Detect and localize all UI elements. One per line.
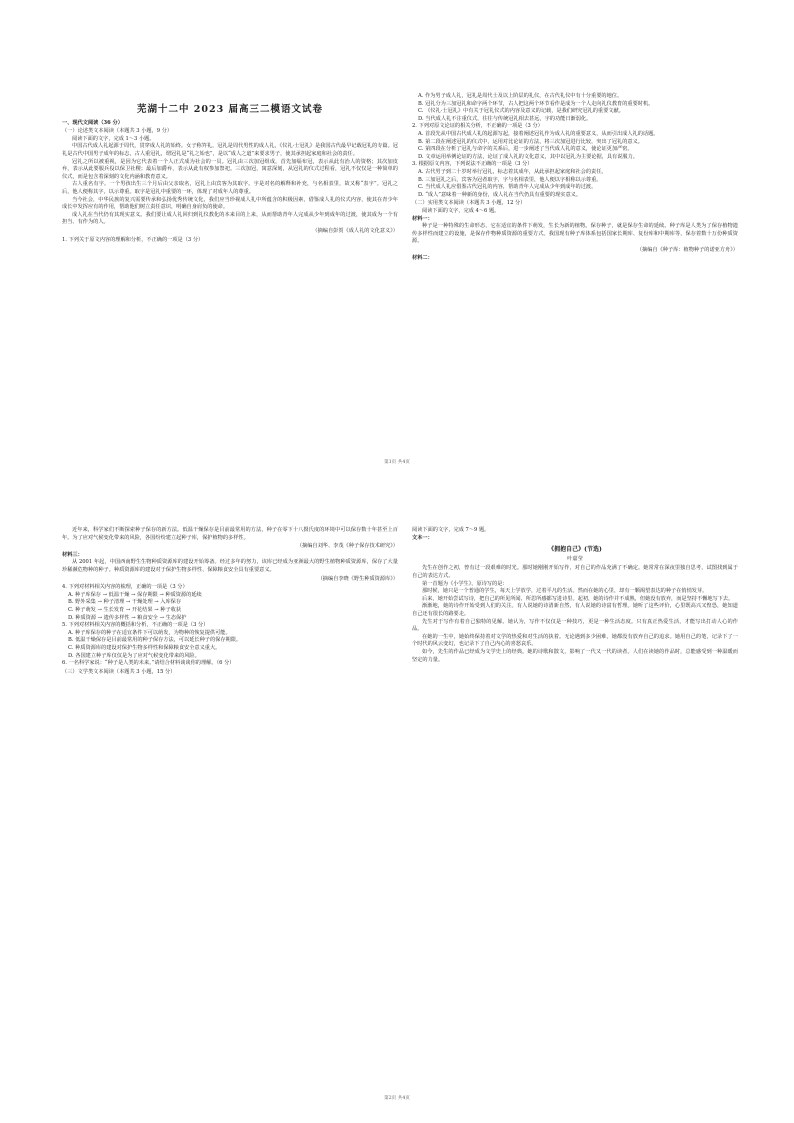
instruction: 阅读下面的文字，完成 7～9 题。 (412, 527, 490, 533)
section-heading: 一、现代文阅读（36 分） (62, 119, 123, 126)
option: C. 《仪礼·士冠礼》中有关于冠礼仪式的内容及意义的记载，是我们研究冠礼的重要文献。 (418, 108, 624, 115)
option: C. 当代成人礼应借鉴古代冠礼的内容，帮助青年人完成从少年到成年的过渡。 (418, 184, 597, 191)
story-paragraph: 第一首题为《小学生》，原诗写的是： (422, 580, 508, 587)
question-1: 1. 下列关于原文内容的理解和分析，不正确的一项是（3 分） (62, 236, 204, 243)
option: A. 种子库保存 → 低温干燥 → 保存期限 → 种质资源的延续 (68, 591, 202, 598)
page-footer: 第2页 共4页 (384, 1096, 410, 1101)
subsection-heading: （二）实用类文本阅读（本题共 3 小题，12 分） (412, 200, 526, 207)
option: A. 古代男子到二十岁时举行冠礼，标志着其成年，从此承担起家庭和社会的责任。 (418, 168, 607, 175)
text-label: 文本一： (412, 534, 433, 541)
subsection-heading: （三）文学类文本阅读（本题共 3 小题，15 分） (62, 668, 176, 675)
source-note: （摘编自《种子库：植物种子的诺亚方舟》） (636, 246, 738, 253)
exam-page-1 (30, 90, 764, 468)
story-paragraph: 先生对于写作有着自己独特的见解。她认为，写作不仅仅是一种技巧，更是一种生活态度。只有真正热爱生活，才能写出打动人心的作品。 (412, 618, 738, 633)
option: D. 各国建立种子库仅仅是为了应对气候变化带来的风险。 (68, 652, 200, 659)
option: A. 种子库保存的种子在适宜条件下可以萌发，为物种的恢复提供可能。 (68, 629, 231, 636)
source-note: （摘编自李晓《野生种质资源库》） (317, 575, 398, 582)
subsection-heading: （一）论述类文本阅读（本题共 3 小题，9 分） (62, 128, 173, 135)
left-column (62, 524, 398, 676)
material-label: 材料二： (412, 255, 433, 262)
option: A. 首段先从中国古代成人礼的起源写起，接着阐述冠礼作为成人礼的重要意义，从而引出成人礼的话题。 (418, 130, 659, 137)
option: D. “成人”意味着一种新的身份，成人礼在当代仍具有重要的现实意义。 (418, 191, 582, 198)
option: B. 低温干燥保存是目前最常用的种子保存方法，可以延长种子的保存期限。 (68, 637, 242, 644)
material-label: 材料三： (62, 551, 83, 558)
right-column (412, 90, 738, 263)
story-paragraph: 如今，先生的作品已经成为文学史上的经典。她的诗歌和散文，影响了一代又一代的读者。人们在读她的作品时，总能感受到一种温暖而坚定的力量。 (412, 648, 738, 663)
passage-paragraph: 种子是一种特殊的生命形态，它在适宜的条件下萌发，生长为新的植物。保存种子，就是保存生命的延续。种子库是人类为了保存植物遗传多样性而建立的设施，是保存作物种质资源的重要方式。我国现有种子库体系包括国家长期库、复份库和中期库等，保存着数十万份种质资源。 (412, 223, 738, 245)
option: B. 三加冠礼之后，宾客为冠者取字，字与名相表里，他人便以字相称以示尊重。 (418, 176, 602, 183)
passage-paragraph: 古人重名有字。一个男孩出生三个月后由父亲取名，冠礼上由宾客为其取字。字是对名的解释和补充，与名相表里，故又称“表字”。冠礼之后，他人便称其字，以示尊重。取字是冠礼中重要的一环，体现了对成年人的尊重。 (62, 181, 398, 195)
exam-page-2 (30, 524, 764, 1104)
question-5: 5. 下列对材料相关内容的概括和分析，不正确的一项是（3 分） (62, 622, 209, 629)
passage-paragraph: 冠礼之所以被重视，是因为它代表着一个人正式成为社会的一员。冠礼由三次加冠组成，首先加缁布冠，表示从此有治人的资格；其次加皮弁，表示从此要服兵役以保卫社稷；最后加爵弁，表示从此有权参加祭祀。三次加冠，寓意深刻，从冠礼的仪式过程看，冠礼不仅仅是一种简单的仪式，而是包含着深刻的文化内涵和教育意义。 (62, 158, 398, 180)
story-title: 《拥抱自己》(节选) (548, 546, 602, 554)
option: B. 冠礼分为三加冠礼和命字两个环节，古人把这两个环节看作是成为一个人走向礼仪教育的重要时机。 (418, 100, 654, 107)
option: B. 第二段在阐述冠礼的仪式中，运用对比论证的方法，将三次加冠进行比较，突出了冠礼的意义。 (418, 138, 643, 145)
option: C. 种子萌发 → 生长发育 → 开花结果 → 种子收获 (68, 606, 182, 613)
option: B. 野外采集 → 种子清理 → 干燥处理 → 入库保存 (68, 599, 182, 606)
passage-paragraph: 当今社会，中华民族的复兴需要传承和弘扬优秀传统文化，我们应当珍视成人礼中所蕴含的积极因素，借鉴成人礼的仪式内容，使其在青少年成长中发挥应有的作用，帮助他们树立责任意识，明确自身肩负的使命。 (62, 196, 398, 211)
story-paragraph: 后来，她开始尝试写诗，把自己的所见所闻、所思所感都写进诗里。起初，她的诗作并不成熟，但她没有放弃，而是坚持不懈地写下去。 (422, 595, 734, 602)
story-paragraph: 渐渐地，她的诗作开始受到人们的关注。有人说她的诗清新自然，有人说她的诗富有哲理。她听了这些评价，心里既高兴又惶恐，她知道自己还有很长的路要走。 (412, 603, 738, 617)
source-note: （摘编自彭贺《成人礼的文化意义》） (312, 227, 398, 234)
page-footer: 第1页 共4页 (384, 460, 410, 465)
right-column (412, 524, 738, 664)
option: D. 文章运用举例论证的方法，论证了成人礼的文化意义，其中以冠礼为主要论据，具有说服力。 (418, 153, 638, 160)
instruction: 阅读下面的文字，完成 1～3 小题。 (72, 135, 155, 142)
passage-paragraph: 从 2001 年起，中国西南野生生物种质资源库的建设开始筹备。经过多年的努力，该库已经成为亚洲最大的野生植物种质资源库，保存了大量珍稀濒危物种的种子。种质资源库的建设对于保护生物多样性、保障粮食安全具有重要意义。 (62, 559, 398, 573)
passage-paragraph: 成人礼在当代仍有其现实意义。我们要让成人礼回归到礼仪教化的本来目的上来，从而帮助青年人完成从少年到成年的过渡，使其成为一个有担当、有作为的人。 (62, 211, 398, 226)
exam-title: 芜湖十二中 2023 届高三二模语文试卷 (136, 104, 324, 115)
story-paragraph: 先生在创作之初，曾有过一段艰难的时光。那时她刚刚开始写作，对自己的作品充满了不确定。她常常在深夜里独自思考，试图找到属于自己的表达方式。 (412, 565, 738, 579)
passage-paragraph: 近年来，科学家们不断探索种子保存的新方法。低温干燥保存是目前最常用的方法，种子在零下十八摄氏度的环境中可以保存数十年甚至上百年。为了应对气候变化带来的风险，各国纷纷建立起种子库，保护植物的多样性。 (62, 527, 398, 541)
option: D. 当代成人礼不注重仪式，往往与传统冠礼相去甚远，字的功能日渐弱化。 (418, 115, 592, 122)
story-author: 叶嘉莹 (567, 555, 583, 562)
option: C. 种质资源库的建设对保护生物多样性和保障粮食安全意义重大。 (68, 644, 221, 651)
question-2: 2. 下列对原文论证的相关分析，不正确的一项是（3 分） (412, 123, 543, 130)
left-column (62, 90, 398, 244)
option: D. 种质资源 → 遗传多样性 → 粮食安全 → 生态保护 (68, 614, 187, 621)
story-paragraph: 那时候，她只是一个普通的学生，每天上学放学，过着平凡的生活。然而在她的心里，却有一颗渴望表达的种子在悄悄发芽。 (422, 588, 708, 595)
option: C. 第四段在分析了冠礼与命字的关系后，进一步阐述了当代成人礼的意义，使论证更加严密。 (418, 146, 633, 153)
question-6: 6. 一名科学家说：“种子是人类的未来。”请结合材料谈谈你的理解。（6 分） (62, 660, 235, 667)
passage-paragraph: 中国古代成人礼起源于周代，贯穿成人礼的始终。女子称笄礼，冠礼是周代男性的成人礼，《仪礼·士冠礼》是我国古代最早记载冠礼的专篇。冠礼是古代中国男子成年的标志，古人重冠礼，谓冠礼是“礼之始也”，是以“成人之道”来要求男子，使其承担起家庭和社会的责任。 (62, 143, 398, 157)
question-3: 3. 根据原文内容，下列说法不正确的一项是（3 分） (412, 161, 533, 168)
option: A. 作为男子成人礼，冠礼是周代士及以上阶层的礼仪，在古代礼仪中有十分重要的地位。 (418, 93, 623, 99)
instruction: 阅读下面的文字，完成 4～6 题。 (422, 207, 500, 214)
story-paragraph: 在她的一生中，她始终保持着对文学的热爱和对生活的执着。无论遇到多少困难，她都没有放弃自己的追求。她用自己的笔，记录下了一个时代的风云变幻，也记录下了自己内心的喜怒哀乐。 (412, 633, 738, 648)
material-label: 材料一： (412, 215, 433, 222)
source-note: （摘编自刘华、李茂《种子保存技术研究》） (296, 543, 398, 550)
question-4: 4. 下列对材料相关内容的梳理，正确的一项是（3 分） (62, 584, 188, 591)
